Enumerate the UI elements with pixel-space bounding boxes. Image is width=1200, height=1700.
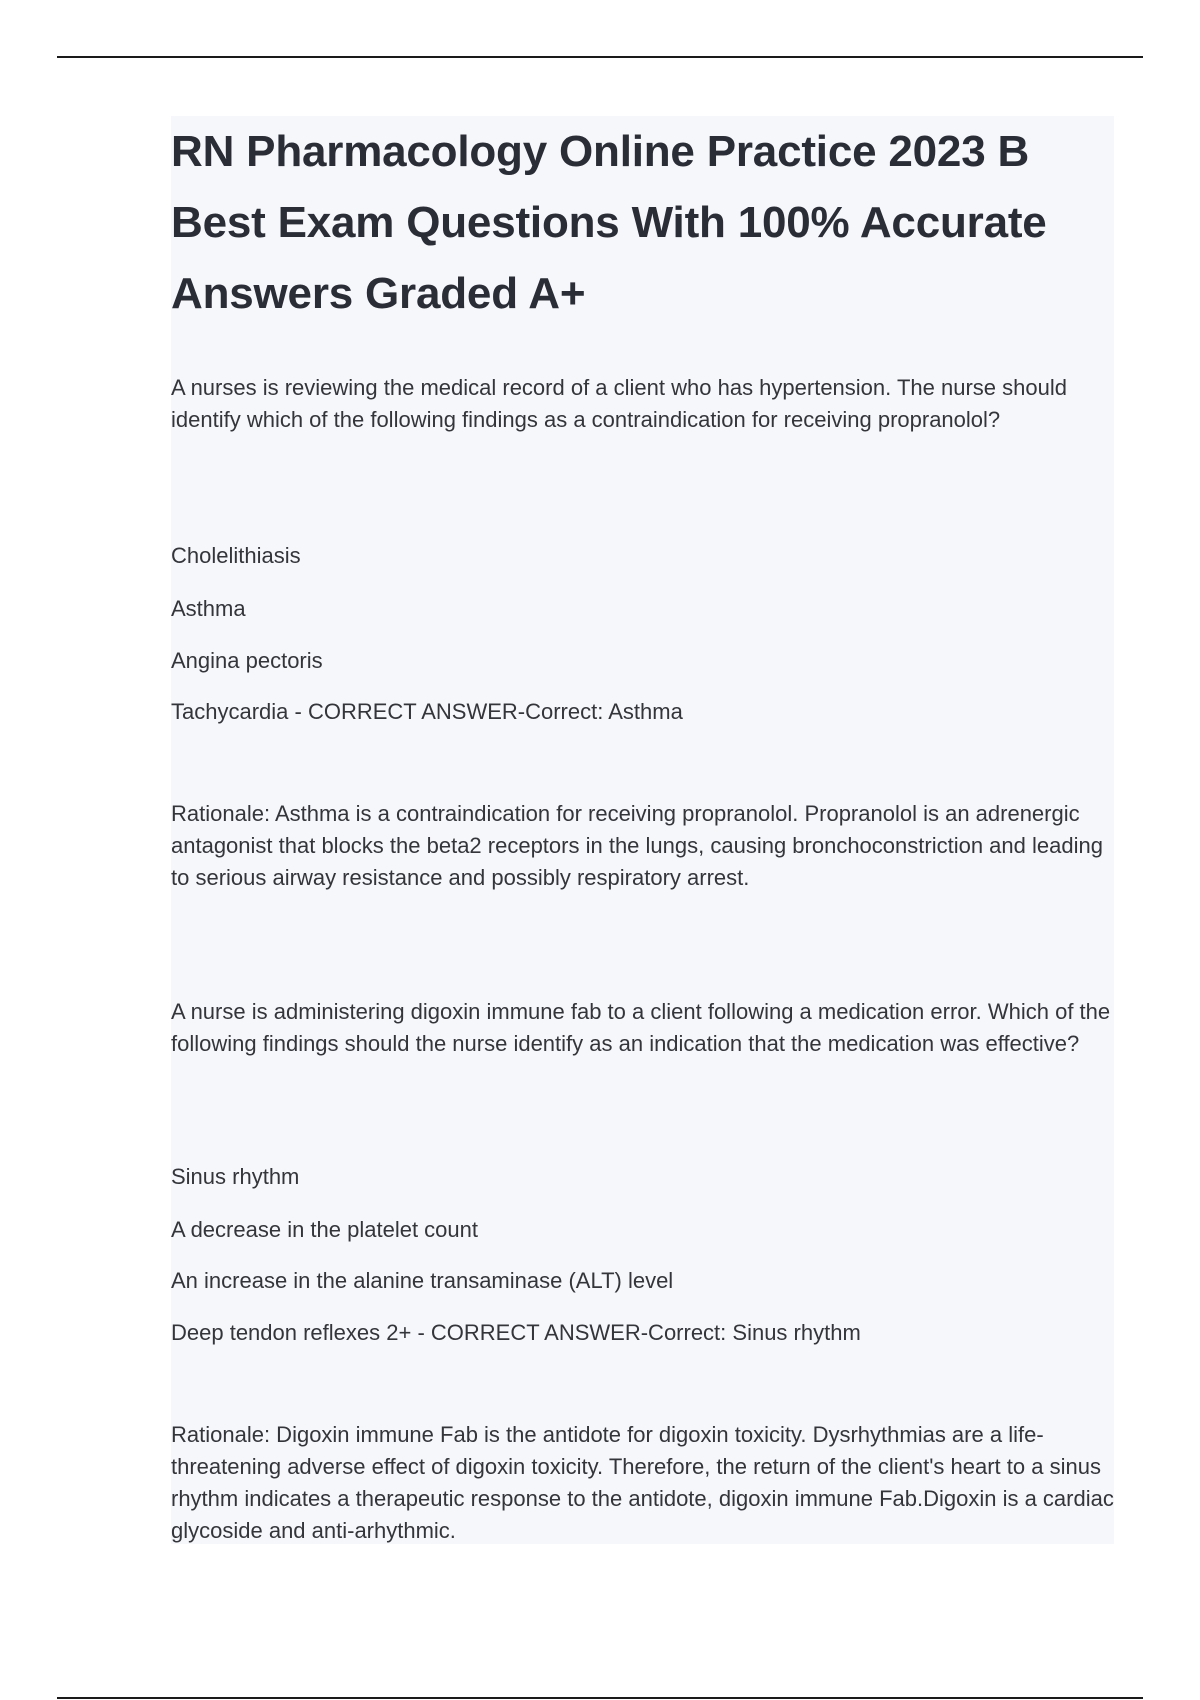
question-1-rationale: Rationale: Asthma is a contraindication for receiving propranolol. Propranolol is an adrenergic antagonist that blocks the beta2 receptors in the lungs, causing bronchoconstriction and leading to serious airway resistance and possibly respiratory arrest. xyxy=(171,801,1103,890)
question-2-option-1: Sinus rhythm xyxy=(171,1164,300,1189)
question-1-option-4-answer: Tachycardia - CORRECT ANSWER-Correct: Asthma xyxy=(171,699,683,724)
top-divider xyxy=(57,56,1143,58)
bottom-divider xyxy=(57,1697,1143,1699)
document-body xyxy=(171,116,1114,1544)
question-1-option-2: Asthma xyxy=(171,596,246,621)
question-2-option-3: An increase in the alanine transaminase (ALT) level xyxy=(171,1268,674,1293)
question-2-prompt: A nurse is administering digoxin immune fab to a client following a medication error. Which of the following findings should the nurse identify as an indication that the medication was effective? xyxy=(171,999,1111,1056)
document-title: RN Pharmacology Online Practice 2023 B Best Exam Questions With 100% Accurate Answers Graded A+ xyxy=(171,127,1047,318)
question-1-option-1: Cholelithiasis xyxy=(171,543,301,568)
question-2-option-4-answer: Deep tendon reflexes 2+ - CORRECT ANSWER-Correct: Sinus rhythm xyxy=(171,1320,861,1345)
question-2-rationale: Rationale: Digoxin immune Fab is the antidote for digoxin toxicity. Dysrhythmias are a life-threatening adverse effect of digoxin toxicity. Therefore, the return of the client's heart to a sinus rhythm indicates a therapeutic response to the antidote, digoxin immune Fab.Digoxin is a cardiac glycoside and anti-arhythmic. xyxy=(171,1422,1114,1543)
question-1-option-3: Angina pectoris xyxy=(171,648,323,673)
question-2-option-2: A decrease in the platelet count xyxy=(171,1217,478,1242)
question-1-prompt: A nurses is reviewing the medical record of a client who has hypertension. The nurse should identify which of the following findings as a contraindication for receiving propranolol? xyxy=(171,375,1067,432)
